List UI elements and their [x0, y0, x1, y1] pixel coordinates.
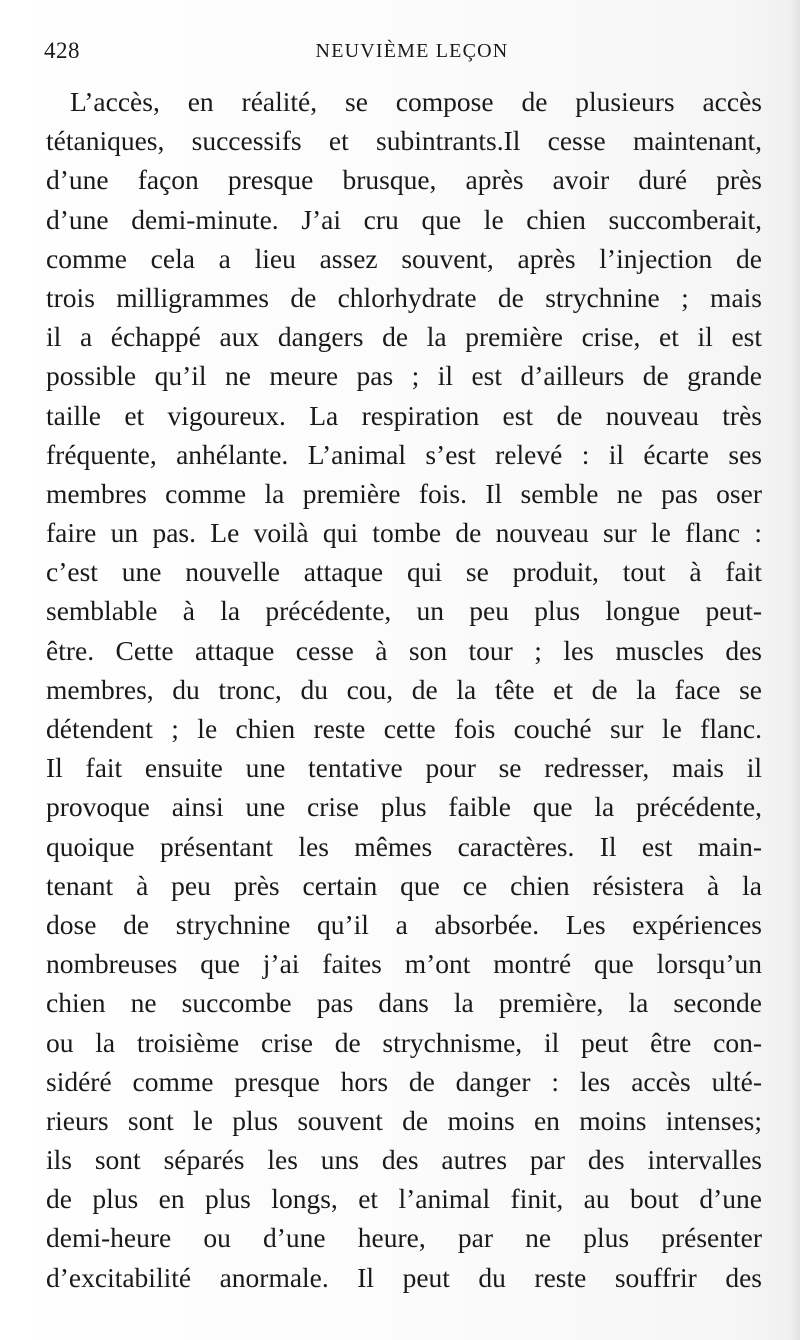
text-line: trois milligrammes de chlorhydrate de strychnine ; mais [46, 281, 762, 313]
text-line: demi-heure ou d’une heure, par ne plus présenter [46, 1222, 762, 1254]
page-header [44, 38, 764, 72]
body-text [46, 82, 762, 1297]
text-line: tétaniques, successifs et subintrants.Il cesse maintenant, [46, 125, 762, 157]
text-line: fréquente, anhélante. L’animal s’est relevé : il écarte ses [46, 438, 762, 470]
text-line: nombreuses que j’ai faites m’ont montré que lorsqu’un [46, 948, 762, 980]
text-line: être. Cette attaque cesse à son tour ; les muscles des [46, 634, 762, 666]
running-head: NEUVIÈME LEÇON [315, 40, 509, 62]
text-line: sidéré comme presque hors de danger : les accès ulté- [46, 1065, 762, 1097]
text-line: d’une façon presque brusque, après avoir duré près [46, 164, 762, 196]
text-line: ils sont séparés les uns des autres par des intervalles [46, 1144, 762, 1176]
page-number: 428 [44, 38, 80, 63]
text-line: Il fait ensuite une tentative pour se redresser, mais il [46, 752, 762, 784]
text-line: membres, du tronc, du cou, de la tête et de la face se [46, 673, 762, 705]
text-line: détendent ; le chien reste cette fois couché sur le flanc. [46, 713, 762, 744]
text-line: rieurs sont le plus souvent de moins en moins intenses; [46, 1104, 762, 1136]
page-edge-shadow [790, 0, 800, 1340]
text-line: de plus en plus longs, et l’animal finit, au bout d’une [46, 1183, 762, 1215]
text-line: faire un pas. Le voilà qui tombe de nouveau sur le flanc : [46, 517, 762, 549]
text-line: d’excitabilité anormale. Il peut du reste souffrir des [46, 1261, 762, 1293]
text-line: chien ne succombe pas dans la première, la seconde [46, 987, 762, 1019]
text-line: comme cela a lieu assez souvent, après l’injection de [46, 242, 762, 274]
text-line: d’une demi-minute. J’ai cru que le chien succomberait, [46, 203, 762, 235]
text-line: quoique présentant les mêmes caractères. Il est main- [46, 830, 762, 862]
text-line: semblable à la précédente, un peu plus longue peut- [46, 595, 762, 627]
text-line: possible qu’il ne meure pas ; il est d’ailleurs de grande [46, 360, 762, 392]
text-line: L’accès, en réalité, se compose de plusieurs accès [70, 86, 762, 117]
text-line: provoque ainsi une crise plus faible que la précédente, [46, 791, 762, 823]
text-line: dose de strychnine qu’il a absorbée. Les expériences [46, 908, 762, 940]
text-line: ou la troisième crise de strychnisme, il peut être con- [46, 1026, 762, 1058]
text-line: taille et vigoureux. La respiration est de nouveau très [46, 399, 762, 431]
text-line: membres comme la première fois. Il semble ne pas oser [46, 477, 762, 509]
text-line: tenant à peu près certain que ce chien résistera à la [46, 869, 762, 901]
text-line: il a échappé aux dangers de la première crise, et il est [46, 321, 762, 353]
text-line: c’est une nouvelle attaque qui se produit, tout à fait [46, 556, 762, 588]
